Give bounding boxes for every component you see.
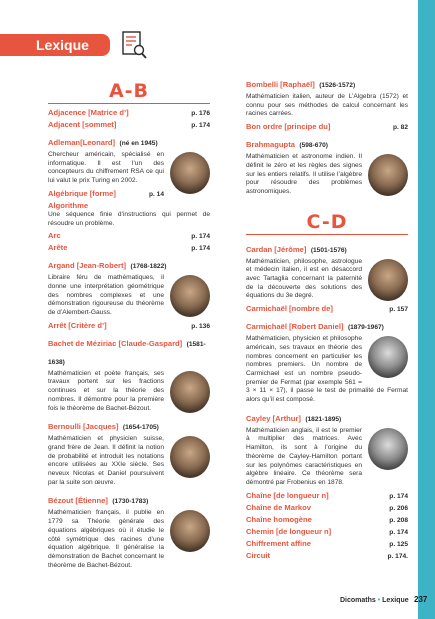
lexicon-entry <box>246 408 408 488</box>
section-heading-a-b: A-B <box>48 80 210 104</box>
entry-term[interactable]: Argand [Jean-Robert] <box>48 261 127 271</box>
footer-section: Lexique <box>382 597 409 604</box>
lexicon-entry <box>48 416 210 487</box>
entry-term[interactable]: Cardan [Jérôme] <box>246 244 307 254</box>
lexicon-entry <box>246 551 408 560</box>
section-heading-c-d: C-D <box>246 211 408 235</box>
entry-term[interactable]: Chaîne homogène <box>246 514 312 524</box>
lexicon-entry <box>246 491 408 500</box>
right-column <box>246 74 408 563</box>
lexicon-entry <box>48 120 210 129</box>
entry-dates: (1879-1967) <box>347 324 384 332</box>
page-ref: p. 82 <box>392 124 408 132</box>
lexicon-entry <box>48 132 210 186</box>
page-ref: p. 206 <box>389 504 408 512</box>
lexicon-entry <box>246 503 408 512</box>
lexicon-entry <box>48 321 210 330</box>
entry-term[interactable]: Chemin [de longueur n] <box>246 526 332 536</box>
entry-term[interactable]: Bombelli [Raphaël] <box>246 80 315 89</box>
entry-description: Mathématicien, physicien et philosophe américain, ses travaux en théorie des nombres concernent en particulier les nombres premiers. Un nombre de Carmichael est un nombre pseudo-premier de Fermat (par exemple 561 = 3 × 11 × 17), il passe le test de primalité de Fermat alors qu’il est composé. <box>246 335 408 404</box>
entry-term[interactable]: Adjacent [sommet] <box>48 120 117 129</box>
page-ref: p. 125 <box>389 540 408 548</box>
portrait-cayley <box>368 428 408 470</box>
entry-description: Mathématicien italien, auteur de L’Algebra (1572) et connu pour ses méthodes de calcul concernant les racines carrées. <box>246 93 408 118</box>
page-ref: p. 157 <box>389 306 408 314</box>
entry-description: Mathématicien et poète français, ses travaux portent sur les fractions continues et sur la théorie des nombres. Il démontre pour la première fois le théorème de Bachet-Bézout. <box>48 369 164 412</box>
portrait-bachet <box>170 371 210 413</box>
lexicon-entry <box>246 74 408 119</box>
page-ref: p. 208 <box>389 516 408 524</box>
entry-term[interactable]: Carmichaël [Robert Daniel] <box>246 322 344 332</box>
entry-term[interactable]: Bachet de Méziriac [Claude-Gaspard] <box>48 338 183 348</box>
page-ref: p. 176 <box>191 110 210 117</box>
lexicon-entry <box>48 243 210 252</box>
page-ref: p. 174 <box>191 245 210 253</box>
page-ref: p. 174 <box>191 233 210 241</box>
portrait-bernoulli <box>170 436 210 478</box>
entry-description: Mathématicien anglais, il est le premier à multiplier des matrices. Avec Hamilton, ils sont à l’origine du théorème de Cayley-Hamilton portant sur les polynômes caractéristiques en algèbre linéaire. Ce théorème sera démontré par Frobenius en 1878. <box>246 426 362 486</box>
entry-term[interactable]: Chiffrement affine <box>246 538 311 548</box>
right-color-bar <box>418 0 435 619</box>
entry-term[interactable]: Bernoulli [Jacques] <box>48 422 119 432</box>
entry-dates: (1768-1822) <box>130 263 167 271</box>
entry-term[interactable]: Cayley [Arthur] <box>246 413 301 423</box>
lexicon-entry <box>48 255 210 318</box>
portrait-cardan <box>368 259 408 301</box>
entry-dates: (1654-1705) <box>122 424 159 432</box>
entry-dates: (né en 1945) <box>119 140 158 147</box>
entry-dates: (1821-1895) <box>305 415 342 423</box>
document-search-icon <box>120 30 148 60</box>
entry-term[interactable]: Algébrique [forme] <box>48 188 116 198</box>
footer-book-title: Dicomaths <box>340 597 376 604</box>
entry-term[interactable]: Circuit <box>246 550 271 560</box>
page-title: Lexique <box>36 37 89 53</box>
lexicon-entry <box>246 515 408 524</box>
entry-dates: (1730-1783) <box>112 498 149 506</box>
entry-description: Chercheur américain, spécialisé en informatique. Il est l’un des concepteurs du chiffrement RSA ce qui lui valut le prix Turing en 2002. <box>48 151 164 185</box>
lexicon-entry <box>246 316 408 405</box>
entry-dates: (1501-1576) <box>310 246 347 254</box>
entry-dates: (1581-1638) <box>48 340 206 366</box>
entry-dates: (598-670) <box>299 142 328 150</box>
lexicon-entry <box>246 134 408 197</box>
entry-description: Libraire féru de mathématiques, il donne une interprétation géométrique des nombres complexes et une démonstration rigoureuse du théorème de d’Alembert-Gauss. <box>48 274 164 317</box>
footer-separator: • <box>377 597 381 604</box>
entry-term[interactable]: Arête <box>48 243 68 253</box>
page-ref: p. 174 <box>191 122 210 129</box>
lexicon-entry <box>246 239 408 302</box>
left-column <box>48 74 210 573</box>
entry-term[interactable]: Chaîne de Markov <box>246 502 311 512</box>
portrait-adleman <box>170 152 210 194</box>
lexicon-entry <box>246 539 408 548</box>
entry-term[interactable]: Arrêt [Critère d’] <box>48 320 107 330</box>
page-ref: p. 136 <box>191 322 210 330</box>
lexicon-entry <box>246 122 408 131</box>
lexicon-entry <box>246 527 408 536</box>
entry-term[interactable]: Adleman[Leonard] <box>48 138 116 147</box>
entry-term[interactable]: Arc <box>48 231 61 241</box>
portrait-carmichael <box>368 336 408 378</box>
entry-description: Une séquence finie d’instructions qui permet de résoudre un problème. <box>48 210 210 227</box>
lexicon-entry <box>48 201 210 228</box>
page-number: 237 <box>414 595 428 604</box>
entry-dates: (1526-1572) <box>319 82 356 89</box>
entry-term[interactable]: Bon ordre [principe du] <box>246 122 331 132</box>
lexicon-entry <box>48 333 210 414</box>
lexicon-entry <box>246 304 408 313</box>
portrait-brahmagupta <box>368 154 408 196</box>
entry-term[interactable]: Bézout [Étienne] <box>48 496 108 506</box>
entry-term[interactable]: Brahmagupta <box>246 140 295 150</box>
entry-term[interactable]: Chaîne [de longueur n] <box>246 490 329 500</box>
lexique-header-tab <box>0 34 110 56</box>
entry-description: Mathématicien français, il publie en 1779 sa Théorie générale des équations algébriques où il étudie le côté symétrique des racines d’une équation algébrique. Il généralise la démonstration de Bachet concernant le théorème de Bachet-Bézout. <box>48 509 164 569</box>
page-ref: p. 14 <box>148 190 164 198</box>
lexicon-entry <box>48 108 210 117</box>
footer-label <box>340 597 409 604</box>
lexicon-entry <box>48 490 210 570</box>
page-ref: p. 174 <box>389 528 408 536</box>
page-ref: p. 174. <box>387 552 408 560</box>
entry-term[interactable]: Adjacence [Matrice d’] <box>48 108 129 117</box>
entry-description: Mathématicien, philosophe, astrologue et médecin italien, il est en désaccord avec Tartaglia concernant la paternité de la découverte des solutions des équations du 3e degré. <box>246 257 362 300</box>
portrait-argand <box>170 275 210 317</box>
entry-term[interactable]: Carmichaël [nombre de] <box>246 304 333 314</box>
page-ref: p. 174 <box>389 492 408 500</box>
lexicon-entry <box>48 231 210 240</box>
entry-description: Mathématicien et physicien suisse, grand frère de Jean. Il définit la notion de probabilité et introduit les notations encore utilisées au XXIe siècle. Ses neveux Nicolas et Daniel poursuivent par la suite son œuvre. <box>48 435 164 486</box>
entry-term[interactable]: Algorithme <box>48 200 89 210</box>
entry-description: Mathématicien et astronome indien. Il définit le zéro et les règles des signes sur les entiers relatifs. Il utilise l’algèbre pour résoudre des problèmes astronomiques. <box>246 153 362 195</box>
